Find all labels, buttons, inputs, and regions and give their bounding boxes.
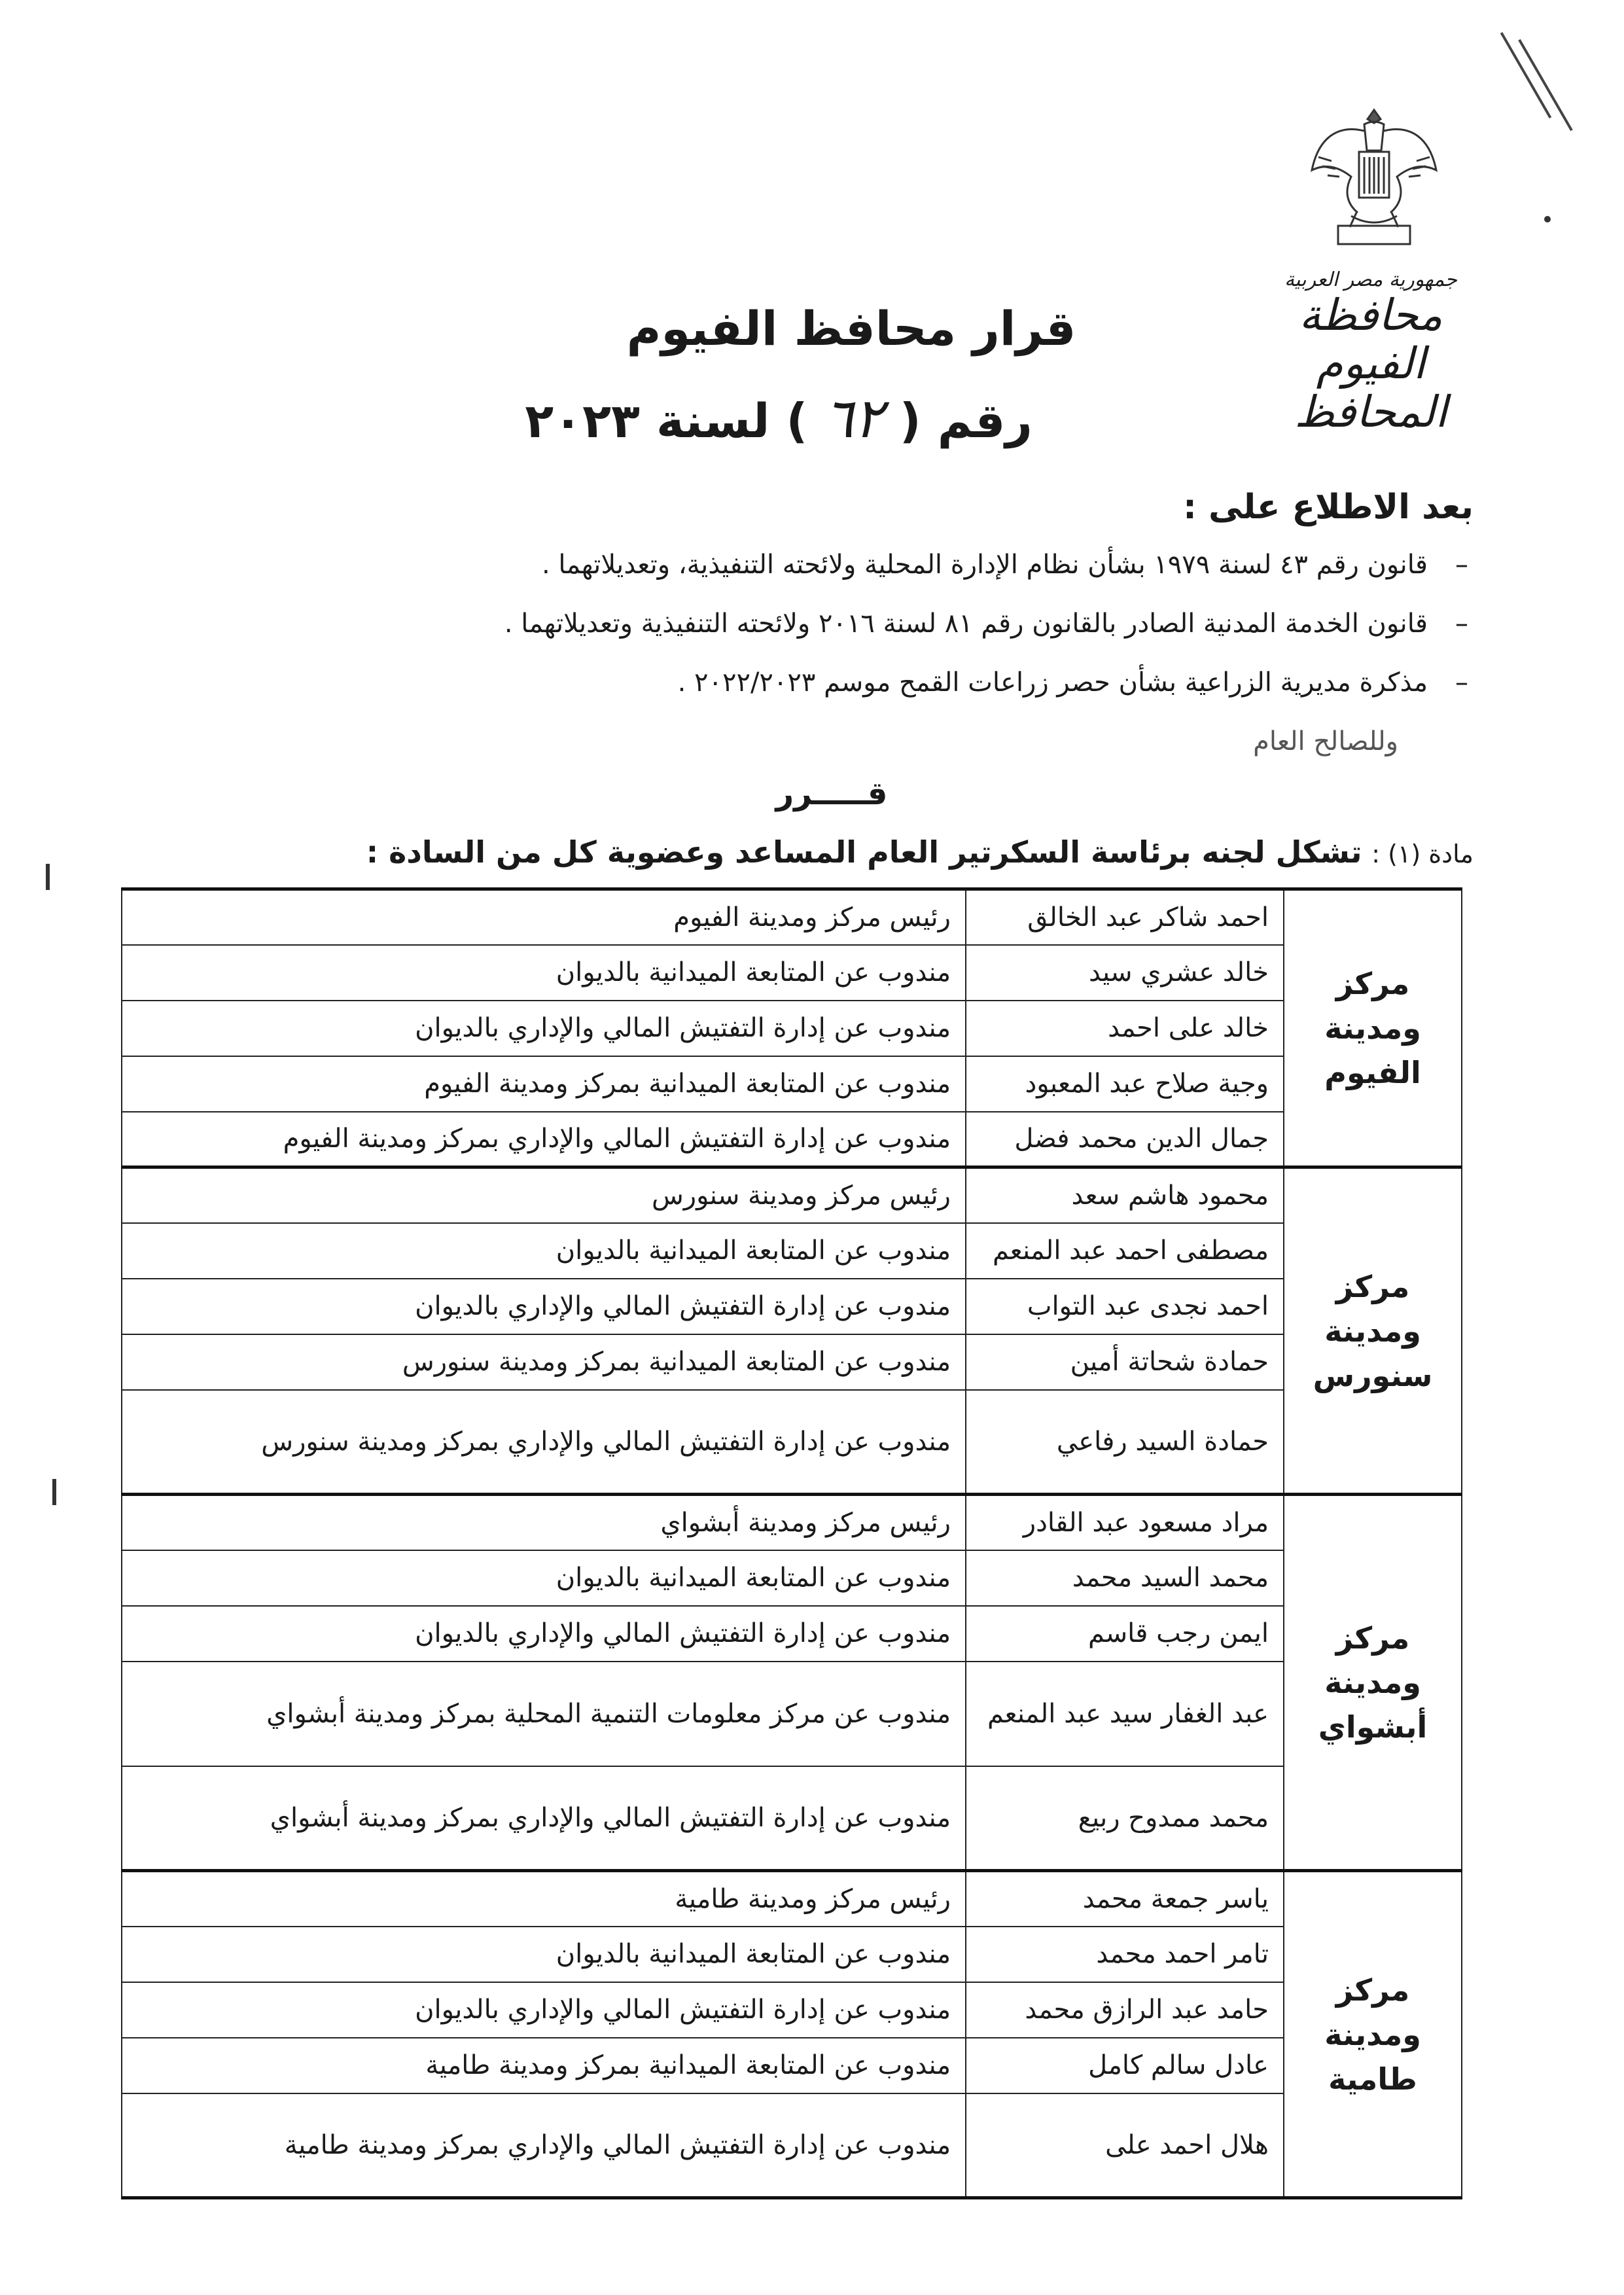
member-name: حمادة شحاتة أمين: [966, 1334, 1284, 1390]
scan-edge-mark: [1500, 32, 1551, 118]
decree-number-line: [510, 386, 1047, 450]
table-row: [122, 1334, 1462, 1390]
bullet-dash: –: [1455, 609, 1468, 639]
member-role: رئيس مركز ومدينة الفيوم: [122, 889, 966, 945]
reference-text: قانون رقم ٤٣ لسنة ١٩٧٩ بشأن نظام الإدارة المحلية ولائحته التنفيذية، وتعديلاتهما .: [542, 550, 1428, 580]
member-name: مراد مسعود عبد القادر: [966, 1495, 1284, 1550]
region-cell: مركز ومدينة أبشواي: [1284, 1495, 1462, 1871]
member-name: محمد ممدوح ربيع: [966, 1766, 1284, 1871]
article-text: تشكل لجنه برئاسة السكرتير العام المساعد وعضوية كل من السادة :: [366, 834, 1362, 870]
member-role: مندوب عن المتابعة الميدانية بالديوان: [122, 1223, 966, 1279]
decree-title: قرار محافظ الفيوم: [626, 301, 1076, 356]
member-name: عادل سالم كامل: [966, 2038, 1284, 2093]
member-role: مندوب عن إدارة التفتيش المالي والإداري بمركز ومدينة أبشواي: [122, 1766, 966, 1871]
table-row: [122, 1982, 1462, 2038]
scan-dot: [46, 864, 50, 890]
number-suffix: ) لسنة ٢٠٢٣: [525, 393, 808, 448]
table-row: [122, 1001, 1462, 1056]
table-row: [122, 1766, 1462, 1871]
member-name: حمادة السيد رفاعي: [966, 1390, 1284, 1495]
committee-table: [121, 887, 1462, 2199]
member-role: مندوب عن المتابعة الميدانية بمركز ومدينة الفيوم: [122, 1056, 966, 1112]
member-name: وجية صلاح عبد المعبود: [966, 1056, 1284, 1112]
bullet-dash: –: [1455, 667, 1468, 698]
member-role: مندوب عن مركز معلومات التنمية المحلية بمركز ومدينة أبشواي: [122, 1662, 966, 1766]
region-cell: مركز ومدينة سنورس: [1284, 1167, 1462, 1495]
member-role: رئيس مركز ومدينة طامية: [122, 1871, 966, 1927]
member-name: مصطفى احمد عبد المنعم: [966, 1223, 1284, 1279]
table-row: [122, 1662, 1462, 1766]
table-row: [122, 1495, 1462, 1550]
scan-dot: [52, 1479, 56, 1505]
reference-item: [504, 609, 1468, 639]
member-role: مندوب عن إدارة التفتيش المالي والإداري بمركز ومدينة طامية: [122, 2093, 966, 2198]
region-cell: مركز ومدينة طامية: [1284, 1871, 1462, 2198]
member-name: حامد عبد الرازق محمد: [966, 1982, 1284, 2038]
table-row: [122, 1871, 1462, 1927]
table-row: [122, 1112, 1462, 1167]
member-role: مندوب عن المتابعة الميدانية بالديوان: [122, 1550, 966, 1606]
reference-item: [542, 550, 1468, 580]
scan-edge-mark: [1518, 39, 1572, 132]
member-role: مندوب عن المتابعة الميدانية بالديوان: [122, 945, 966, 1001]
decided-heading: قـــــرر: [775, 775, 888, 812]
eagle-emblem-icon: [1299, 98, 1449, 268]
member-role: مندوب عن المتابعة الميدانية بالديوان: [122, 1927, 966, 1982]
member-name: خالد على احمد: [966, 1001, 1284, 1056]
member-role: مندوب عن المتابعة الميدانية بمركز ومدينة طامية: [122, 2038, 966, 2093]
member-role: مندوب عن إدارة التفتيش المالي والإداري بمركز ومدينة الفيوم: [122, 1112, 966, 1167]
member-name: ايمن رجب قاسم: [966, 1606, 1284, 1662]
public-interest-clause: وللصالح العام: [1253, 726, 1398, 756]
reference-text: قانون الخدمة المدنية الصادر بالقانون رقم ٨١ لسنة ٢٠١٦ ولائحته التنفيذية وتعديلاتهما .: [504, 609, 1428, 639]
article-one: [366, 834, 1474, 870]
table-row: [122, 1056, 1462, 1112]
member-role: مندوب عن إدارة التفتيش المالي والإداري بمركز ومدينة سنورس: [122, 1390, 966, 1495]
republic-name: جمهورية مصر العربية: [1284, 268, 1457, 291]
table-row: [122, 2038, 1462, 2093]
member-name: ياسر جمعة محمد: [966, 1871, 1284, 1927]
table-row: [122, 2093, 1462, 2198]
reference-text: مذكرة مديرية الزراعية بشأن حصر زراعات القمح موسم ٢٠٢٢/٢٠٢٣ .: [677, 667, 1428, 698]
preamble-heading: بعد الاطلاع على :: [1183, 488, 1474, 527]
article-number: مادة (١) :: [1371, 840, 1474, 868]
member-name: احمد شاكر عبد الخالق: [966, 889, 1284, 945]
member-role: مندوب عن إدارة التفتيش المالي والإداري بالديوان: [122, 1001, 966, 1056]
table-row: [122, 1550, 1462, 1606]
member-name: محمود هاشم سعد: [966, 1167, 1284, 1223]
governorate-name: محافظة الفيوم: [1299, 290, 1443, 389]
member-name: عبد الغفار سيد عبد المنعم: [966, 1662, 1284, 1766]
member-name: محمد السيد محمد: [966, 1550, 1284, 1606]
member-role: مندوب عن المتابعة الميدانية بمركز ومدينة سنورس: [122, 1334, 966, 1390]
scan-dot: [1544, 216, 1551, 222]
member-role: رئيس مركز ومدينة سنورس: [122, 1167, 966, 1223]
table-row: [122, 945, 1462, 1001]
table-row: [122, 1167, 1462, 1223]
number-prefix: رقم (: [899, 393, 1033, 448]
member-role: مندوب عن إدارة التفتيش المالي والإداري بالديوان: [122, 1279, 966, 1334]
member-name: جمال الدين محمد فضل: [966, 1112, 1284, 1167]
member-name: تامر احمد محمد: [966, 1927, 1284, 1982]
table-row: [122, 889, 1462, 945]
member-role: رئيس مركز ومدينة أبشواي: [122, 1495, 966, 1550]
table-row: [122, 1606, 1462, 1662]
region-cell: مركز ومدينة الفيوم: [1284, 889, 1462, 1167]
member-name: هلال احمد على: [966, 2093, 1284, 2198]
member-role: مندوب عن إدارة التفتيش المالي والإداري بالديوان: [122, 1982, 966, 2038]
bullet-dash: –: [1455, 550, 1468, 580]
reference-item: [677, 667, 1468, 698]
member-name: احمد نجدى عبد التواب: [966, 1279, 1284, 1334]
governor-label: المحافظ: [1294, 387, 1447, 437]
member-role: مندوب عن إدارة التفتيش المالي والإداري بالديوان: [122, 1606, 966, 1662]
table-row: [122, 1223, 1462, 1279]
member-name: خالد عشري سيد: [966, 945, 1284, 1001]
table-row: [122, 1279, 1462, 1334]
decree-number: ٦٢: [824, 386, 883, 450]
table-row: [122, 1390, 1462, 1495]
table-row: [122, 1927, 1462, 1982]
